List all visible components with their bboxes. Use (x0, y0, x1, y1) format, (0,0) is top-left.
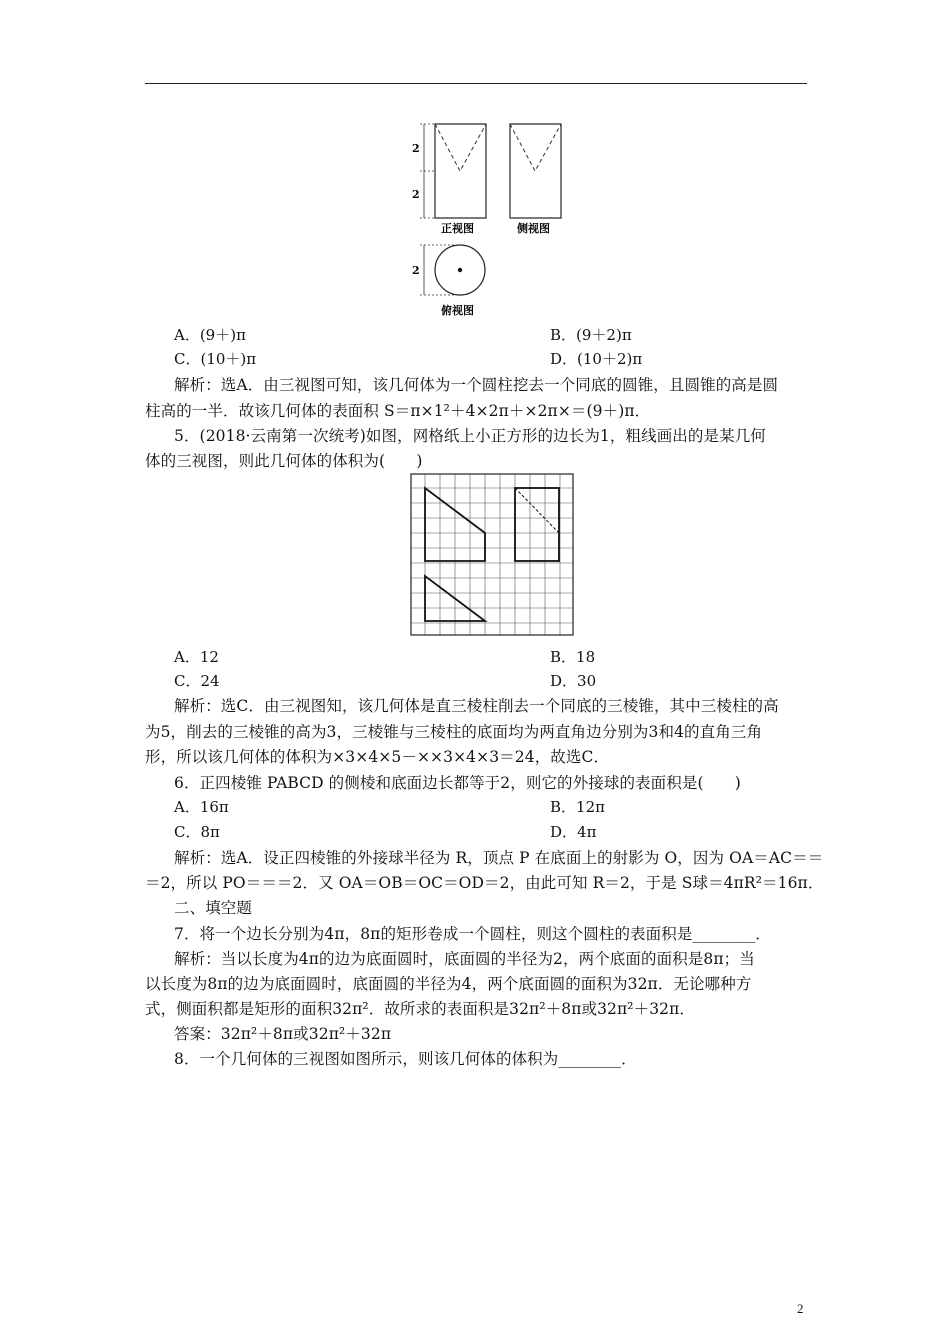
top-view-center-dot (458, 268, 462, 272)
q6-option-b: B．12π (550, 798, 605, 816)
grid-three-view-figure-q5 (410, 473, 576, 637)
q6-stem: 6．正四棱锥 PABCD 的侧棱和底面边长都等于2，则它的外接球的表面积是( ) (174, 774, 741, 792)
dim-label-top: 2 (412, 142, 420, 155)
section-heading: 二、填空题 (174, 899, 253, 917)
q7-solution-line-1: 解析：当以长度为4π的边为底面圆时，底面圆的半径为2，两个底面的面积是8π；当 (174, 950, 755, 968)
header-rule (145, 83, 807, 84)
q4-option-b: B．(9＋2)π (550, 326, 632, 344)
grid-lines (411, 474, 573, 635)
front-view-caption: 正视图 (441, 222, 474, 235)
dim-label-bottom: 2 (412, 188, 420, 201)
q5-option-a: A．12 (174, 648, 219, 666)
q6-option-d: D．4π (550, 823, 597, 841)
q6-solution-line-2: ＝2，所以 PO＝＝＝2．又 OA＝OB＝OC＝OD＝2，由此可知 R＝2，于是 S球＝4πR²＝16π． (145, 874, 824, 892)
side-view-hidden-edge (515, 488, 559, 533)
q4-solution-line-1: 解析：选A．由三视图可知，该几何体为一个圆柱挖去一个同底的圆锥，且圆锥的高是圆 (174, 376, 779, 394)
q5-option-d: D．30 (550, 672, 597, 690)
side-view-hidden-cone (510, 124, 561, 171)
q6-solution-line-1: 解析：选A．设正四棱锥的外接球半径为 R，顶点 P 在底面上的射影为 O，因为 OA＝AC＝＝ (174, 849, 824, 867)
three-view-figure-q4 (410, 118, 570, 318)
grid-border (411, 474, 573, 635)
q4-option-d: D．(10＋2)π (550, 350, 643, 368)
q5-option-c: C．24 (174, 672, 220, 690)
q5-stem-line-2: 体的三视图，则此几何体的体积为( ) (145, 452, 423, 470)
side-view-caption: 侧视图 (517, 222, 550, 235)
q7-solution-line-3: 式，侧面积都是矩形的面积32π²．故所求的表面积是32π²＋8π或32π²＋32π． (145, 1000, 696, 1018)
q5-solution-line-2: 为5，削去的三棱锥的高为3，三棱锥与三棱柱的底面均为两直角边分别为3和4的直角三角 (145, 723, 763, 741)
q5-solution-line-3: 形，所以该几何体的体积为×3×4×5－××3×4×3＝24，故选C． (145, 748, 610, 766)
q4-option-a: A．(9＋)π (174, 326, 246, 344)
dim-label-circle: 2 (412, 264, 420, 277)
q5-option-b: B．18 (550, 648, 596, 666)
q5-stem-line-1: 5．(2018·云南第一次统考)如图，网格纸上小正方形的边长为1，粗线画出的是某几何 (174, 427, 766, 445)
page-number: 2 (797, 1301, 804, 1316)
q5-solution-line-1: 解析：选C．由三视图知，该几何体是直三棱柱削去一个同底的三棱锥，其中三棱柱的高 (174, 697, 779, 715)
q7-answer: 答案：32π²＋8π或32π²＋32π (174, 1025, 392, 1043)
q7-stem: 7．将一个边长分别为4π，8π的矩形卷成一个圆柱，则这个圆柱的表面积是________． (174, 925, 771, 943)
side-view-shape (515, 488, 559, 561)
q7-solution-line-2: 以长度为8π的边为底面圆时，底面圆的半径为4，两个底面圆的面积为32π．无论哪种方 (145, 975, 752, 993)
q4-option-c: C．(10＋)π (174, 350, 257, 368)
top-view-caption: 俯视图 (441, 304, 474, 317)
q4-solution-line-2: 柱高的一半．故该几何体的表面积 S＝π×1²＋4×2π＋×2π×＝(9＋)π． (145, 402, 651, 420)
q6-option-a: A．16π (174, 798, 229, 816)
front-view-hidden-cone (435, 124, 486, 171)
q6-option-c: C．8π (174, 823, 220, 841)
q8-stem: 8．一个几何体的三视图如图所示，则该几何体的体积为________． (174, 1050, 637, 1068)
